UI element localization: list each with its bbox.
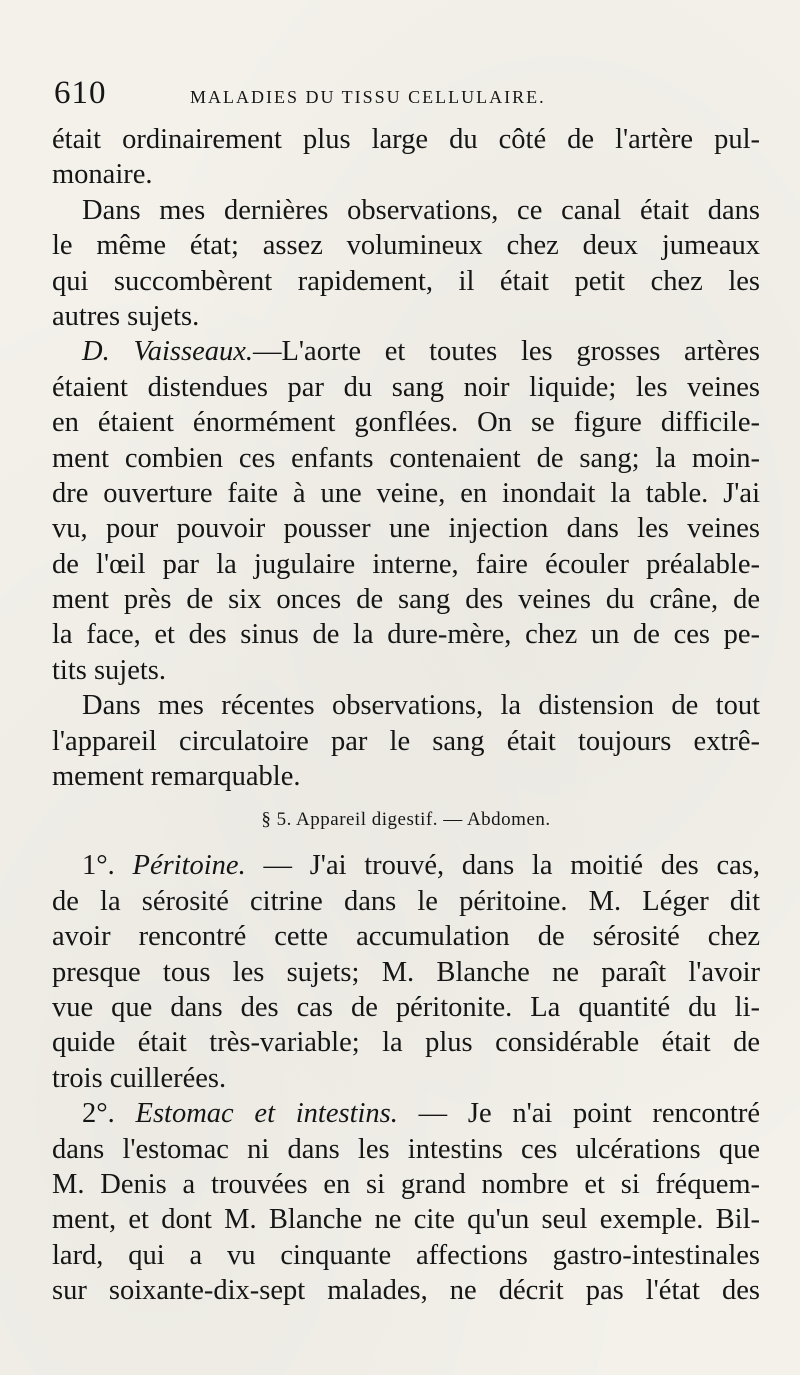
text-line: sur soixante-dix-sept malades, ne décrit pas l'état des bbox=[52, 1275, 760, 1307]
text-line: ment près de six onces de sang des veines du crâne, de bbox=[52, 584, 760, 616]
running-head: MALADIES DU TISSU CELLULAIRE. bbox=[190, 87, 546, 107]
text-line: tits sujets. bbox=[52, 654, 167, 686]
text-line: M. Denis a trouvées en si grand nombre et si fréquem- bbox=[52, 1168, 760, 1200]
section-heading: § 5. Appareil digestif. — Abdomen. bbox=[261, 809, 551, 831]
text-line: Dans mes dernières observations, ce canal était dans bbox=[82, 194, 760, 226]
text-line: presque tous les sujets; M. Blanche ne paraît l'avoir bbox=[52, 956, 760, 988]
estomac-heading: Estomac et intestins. bbox=[135, 1098, 398, 1130]
text-line: ment combien ces enfants contenaient de sang; la moin- bbox=[52, 442, 760, 474]
text-line: de la sérosité citrine dans le péritoine. M. Léger dit bbox=[52, 885, 760, 917]
text-line: lard, qui a vu cinquante affections gastro-intestinales bbox=[52, 1239, 760, 1271]
text-line: était ordinairement plus large du côté de l'artère pul- bbox=[52, 124, 760, 155]
text-line-vaisseaux bbox=[52, 334, 760, 369]
text-line: mement remarquable. bbox=[52, 761, 301, 793]
text-line: dre ouverture faite à une veine, en inondait la table. J'ai bbox=[52, 477, 760, 509]
em-dash: — bbox=[263, 850, 292, 882]
text-line-peritoine bbox=[52, 848, 760, 883]
item-number: 2°. bbox=[82, 1098, 115, 1130]
em-dash: — bbox=[253, 336, 282, 368]
estomac-text: — Je n'ai point rencontré bbox=[418, 1098, 760, 1130]
text-line: avoir rencontré cette accumulation de sérosité chez bbox=[52, 921, 760, 953]
page-header bbox=[54, 75, 754, 115]
text-line: qui succombèrent rapidement, il était petit chez les bbox=[52, 265, 760, 297]
text-line: étaient distendues par du sang noir liquide; les veines bbox=[52, 371, 760, 403]
section-letter: D. bbox=[82, 336, 110, 368]
text-line: monaire. bbox=[52, 159, 153, 191]
text-line: ment, et dont M. Blanche ne cite qu'un seul exemple. Bil- bbox=[52, 1204, 760, 1236]
text-line: le même état; assez volumineux chez deux jumeaux bbox=[52, 230, 760, 262]
body-text bbox=[52, 122, 760, 1309]
text-line: Dans mes récentes observations, la distension de tout bbox=[82, 690, 760, 722]
text-line: trois cuillerées. bbox=[52, 1062, 227, 1094]
peritoine-text: J'ai trouvé, dans la moitié des cas, bbox=[309, 850, 761, 882]
page-number: 610 bbox=[54, 75, 107, 111]
text-line: de l'œil par la jugulaire interne, faire écouler préalable- bbox=[52, 548, 760, 580]
vaisseaux-heading: Vaisseaux. bbox=[133, 336, 254, 368]
text-line: la face, et des sinus de la dure-mère, chez un de ces pe- bbox=[52, 619, 760, 651]
text-line: quide était très-variable; la plus considérable était de bbox=[52, 1027, 760, 1059]
vaisseaux-text: L'aorte et toutes les grosses artères bbox=[281, 336, 760, 368]
text-line: l'appareil circulatoire par le sang était toujours extrê- bbox=[52, 725, 760, 757]
text-line: en étaient énormément gonflées. On se figure difficile- bbox=[52, 407, 760, 439]
text-line-estomac bbox=[52, 1096, 760, 1131]
text-line: vu, pour pouvoir pousser une injection dans les veines bbox=[52, 513, 760, 545]
text-line: dans l'estomac ni dans les intestins ces ulcérations que bbox=[52, 1133, 760, 1165]
text-line: vue que dans des cas de péritonite. La quantité du li- bbox=[52, 991, 760, 1023]
item-number: 1°. bbox=[82, 850, 115, 882]
text-line: autres sujets. bbox=[52, 300, 200, 332]
peritoine-heading: Péritoine. bbox=[132, 850, 246, 882]
